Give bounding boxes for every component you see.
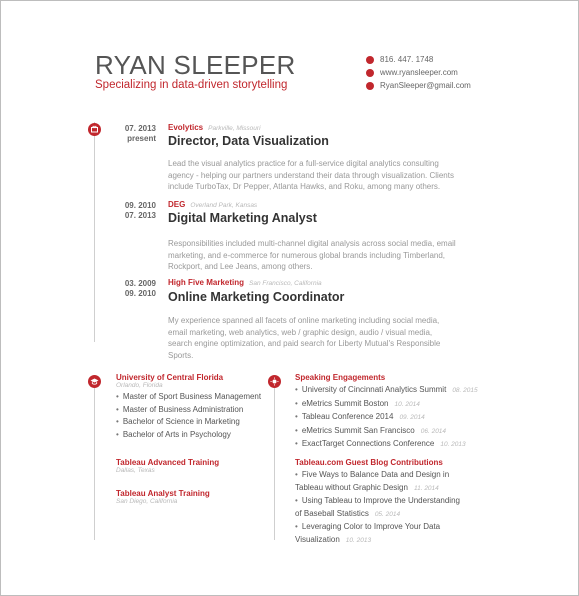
speaking-date: 10. 2013 — [440, 441, 466, 449]
speaking-date: 08. 2015 — [452, 387, 478, 394]
speaking-title: ExactTarget Connections Conference — [301, 439, 435, 449]
blog-title-line: Tableau without Graphic Design — [295, 482, 408, 492]
blog-date: 11. 2014 — [413, 484, 439, 492]
job-dates — [100, 201, 156, 221]
training-name: Tableau Advanced Training — [116, 458, 220, 467]
blog-title-line: Visualization — [295, 534, 340, 544]
job-company — [168, 200, 257, 209]
education-section — [116, 373, 276, 441]
blog-date: 10. 2013 — [345, 536, 372, 544]
blog-title-line: of Baseball Statistics — [295, 508, 369, 518]
job-company — [168, 278, 322, 287]
contact-website-text[interactable]: www.ryansleeper.com — [380, 68, 458, 77]
company-name: Evolytics — [168, 123, 204, 132]
resume-tagline: Specializing in data-driven storytelling — [95, 79, 288, 91]
job-date-to: 09. 2010 — [124, 289, 156, 298]
job-title: Digital Marketing Analyst — [168, 211, 317, 225]
blog-heading: Tableau.com Guest Blog Contributions — [295, 458, 443, 467]
job-company — [168, 123, 261, 132]
company-location: Parkville, Missouri — [208, 125, 261, 132]
graduation-cap-icon — [88, 375, 101, 388]
company-location: Overland Park, Kansas — [190, 202, 258, 209]
speaking-date: 06. 2014 — [420, 427, 447, 435]
company-name: DEG — [168, 200, 186, 209]
blog-title-line: Using Tableau to Improve the Understanding — [301, 496, 460, 506]
job-title: Director, Data Visualization — [168, 134, 329, 148]
blog-list — [295, 469, 555, 548]
list-item — [295, 469, 555, 495]
list-item — [295, 411, 555, 425]
job-dates — [100, 279, 156, 299]
list-item: • Bachelor of Arts in Psychology — [116, 429, 276, 442]
speaking-title: eMetrics Summit Boston — [301, 398, 389, 408]
list-item: • Master of Business Administration — [116, 404, 276, 417]
job-date-to: 07. 2013 — [124, 211, 156, 220]
job-description: Lead the visual analytics practice for a full-service digital analytics consulting agency - helping our partners understand their data through visualization. Clients include TurboTax, Dr Pepper, Atlanta Hawks, and Roku, among many others. — [168, 159, 454, 191]
blog-title-line: Leveraging Color to Improve Your Data — [301, 522, 441, 532]
training-location: San Diego, California — [116, 498, 178, 505]
blog-section — [295, 458, 555, 548]
list-item — [295, 521, 555, 547]
list-item: • Master of Sport Business Management — [116, 391, 276, 404]
speaking-heading: Speaking Engagements — [295, 373, 386, 382]
speaking-title: Tableau Conference 2014 — [301, 412, 394, 422]
job-title: Online Marketing Coordinator — [168, 290, 345, 304]
resume-name: RYAN SLEEPER — [95, 50, 296, 80]
speaking-title: eMetrics Summit San Francisco — [301, 425, 415, 435]
speaking-date: 09. 2014 — [399, 414, 425, 422]
job-date-from: 03. 2009 — [124, 279, 156, 288]
job-date-from: 07. 2013 — [124, 124, 156, 133]
job-dates — [100, 124, 156, 144]
training-item — [116, 458, 219, 474]
education-timeline-line — [94, 375, 95, 540]
microphone-icon — [268, 375, 281, 388]
experience-timeline-line — [94, 122, 95, 342]
list-item — [295, 438, 555, 452]
school-location: Orlando, Florida — [116, 382, 163, 389]
training-item — [116, 489, 210, 505]
list-item — [295, 384, 555, 398]
list-item — [295, 425, 555, 439]
list-item: • Bachelor of Science in Marketing — [116, 416, 276, 429]
job-description: My experience spanned all facets of online marketing including social media, email marketing, web analytics, web / graphic design, audio / visual media, search engine optimization, and paid search for Liberty Mutual's Responsible Sports. — [168, 316, 441, 360]
training-location: Dallas, Texas — [116, 467, 155, 474]
contact-phone-text: 816. 447. 1748 — [380, 55, 434, 64]
speaking-title: University of Cincinnati Analytics Summit — [301, 385, 447, 394]
speaking-timeline-line — [274, 375, 275, 540]
school-name: University of Central Florida — [116, 373, 224, 382]
contact-phone — [366, 55, 433, 64]
job-date-to: present — [127, 134, 156, 143]
list-item — [295, 398, 555, 412]
speaking-section — [295, 373, 555, 452]
globe-icon — [366, 69, 374, 77]
degree-list — [116, 391, 276, 441]
job-description: Responsibilities included multi-channel digital analysis across social media, email marketing, and e-commerce for numerous global brands including Timberland, Rockport, and Lee Jeans, among others. — [168, 239, 456, 271]
contact-website[interactable] — [366, 68, 458, 77]
blog-date: 05. 2014 — [374, 510, 401, 518]
speaking-list — [295, 384, 555, 452]
training-name: Tableau Analyst Training — [116, 489, 210, 498]
list-item — [295, 495, 555, 521]
phone-icon — [366, 56, 374, 64]
email-icon — [366, 82, 374, 90]
blog-title-line: Five Ways to Balance Data and Design in — [301, 470, 450, 479]
company-location: San Francisco, California — [249, 280, 322, 287]
company-name: High Five Marketing — [168, 278, 245, 287]
contact-email-text[interactable]: RyanSleeper@gmail.com — [380, 81, 471, 90]
speaking-date: 10. 2014 — [394, 400, 420, 408]
job-date-from: 09. 2010 — [124, 201, 156, 210]
contact-email[interactable] — [366, 81, 471, 90]
